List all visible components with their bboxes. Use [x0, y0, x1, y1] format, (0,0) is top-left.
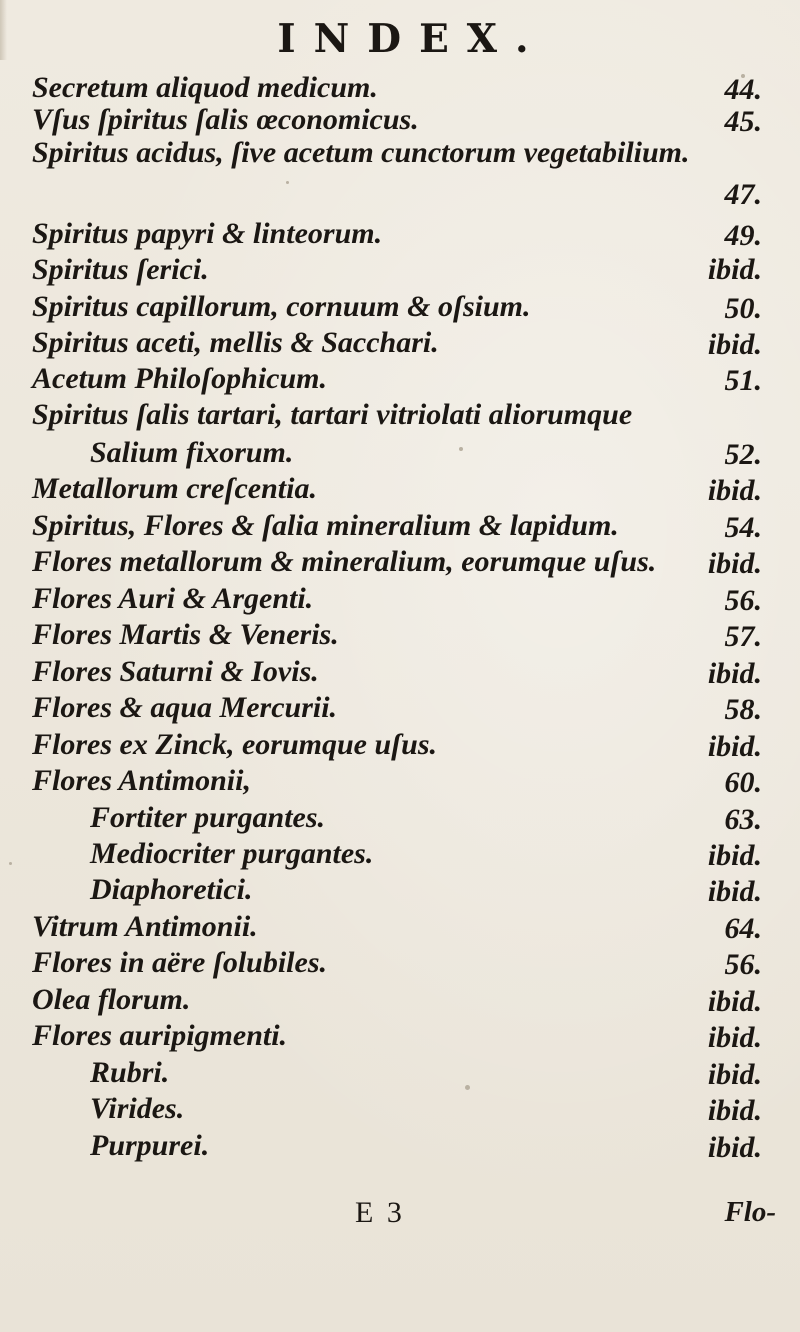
entry-page: ibid.	[707, 875, 762, 908]
catchword: Flo-	[724, 1196, 776, 1228]
entry-text: Spiritus ſalis tartari, tartari vitriolati aliorumque	[32, 398, 633, 431]
entry-page: 63.	[724, 803, 762, 836]
entry-page: ibid.	[707, 730, 762, 763]
entry-page: 47.	[724, 178, 762, 211]
entry-page: ibid.	[707, 253, 762, 286]
entry-page: 49.	[724, 219, 762, 252]
entry-text: Flores ex Zinck, eorumque uſus.	[32, 728, 438, 761]
entry-text: Flores Saturni & Iovis.	[32, 655, 319, 688]
index-heading: INDEX.	[277, 16, 547, 62]
entry-page: 57.	[724, 620, 762, 653]
entry-text: Purpurei.	[90, 1129, 210, 1162]
entry-text: Flores Antimonii,	[32, 764, 251, 797]
entry-text: Flores auripigmenti.	[32, 1019, 288, 1052]
entry-text: Flores Martis & Veneris.	[32, 618, 339, 651]
entry-page: 64.	[724, 912, 762, 945]
entry-page: 51.	[724, 364, 762, 397]
entry-text: Diaphoretici.	[90, 873, 253, 906]
entry-text: Flores & aqua Mercurii.	[32, 691, 338, 724]
entry-text: Flores in aëre ſolubiles.	[32, 946, 328, 979]
entry-page: ibid.	[707, 1131, 762, 1164]
entry-text: Vitrum Antimonii.	[32, 910, 258, 943]
entry-page: 60.	[724, 766, 762, 799]
entry-page: ibid.	[707, 985, 762, 1018]
entry-text: Spiritus ſerici.	[32, 253, 209, 286]
entry-page: ibid.	[707, 547, 762, 580]
entry-page: 44.	[724, 73, 762, 106]
entry-text: Flores Auri & Argenti.	[32, 582, 314, 615]
entry-page: ibid.	[707, 1021, 762, 1054]
entry-page: ibid.	[707, 474, 762, 507]
entry-page: ibid.	[707, 1094, 762, 1127]
entry-text: Spiritus acidus, ſive acetum cunctorum vegetabilium.	[32, 136, 690, 169]
entry-text: Spiritus capillorum, cornuum & oſsium.	[32, 290, 531, 323]
entry-text: Flores metallorum & mineralium, eorumque uſus.	[32, 545, 657, 578]
entry-page: 52.	[724, 438, 762, 471]
entry-text: Salium fixorum.	[90, 436, 294, 469]
entry-text: Virides.	[90, 1092, 185, 1125]
entry-text: Spiritus, Flores & ſalia mineralium & lapidum.	[32, 509, 619, 542]
entry-text: Acetum Philoſophicum.	[32, 362, 328, 395]
entry-page: 50.	[724, 292, 762, 325]
entry-page: 56.	[724, 948, 762, 981]
entry-text: Rubri.	[90, 1056, 170, 1089]
entry-text: Spiritus papyri & linteorum.	[32, 217, 383, 250]
entry-text: Spiritus aceti, mellis & Sacchari.	[32, 326, 439, 359]
entry-text: Vſus ſpiritus ſalis œconomicus.	[32, 103, 419, 136]
entry-page: ibid.	[707, 1058, 762, 1091]
entry-page: ibid.	[707, 657, 762, 690]
entry-text: Mediocriter purgantes.	[90, 837, 374, 870]
entry-page: 54.	[724, 511, 762, 544]
entry-text: Olea florum.	[32, 983, 191, 1016]
entry-page: ibid.	[707, 839, 762, 872]
entry-text: Metallorum creſcentia.	[32, 472, 317, 505]
signature-mark: E 3	[355, 1196, 405, 1229]
entry-page: 58.	[724, 693, 762, 726]
entry-text: Fortiter purgantes.	[90, 801, 326, 834]
entry-text: Secretum aliquod medicum.	[32, 71, 378, 104]
entry-page: ibid.	[707, 328, 762, 361]
entry-page: 45.	[724, 105, 762, 138]
entry-page: 56.	[724, 584, 762, 617]
